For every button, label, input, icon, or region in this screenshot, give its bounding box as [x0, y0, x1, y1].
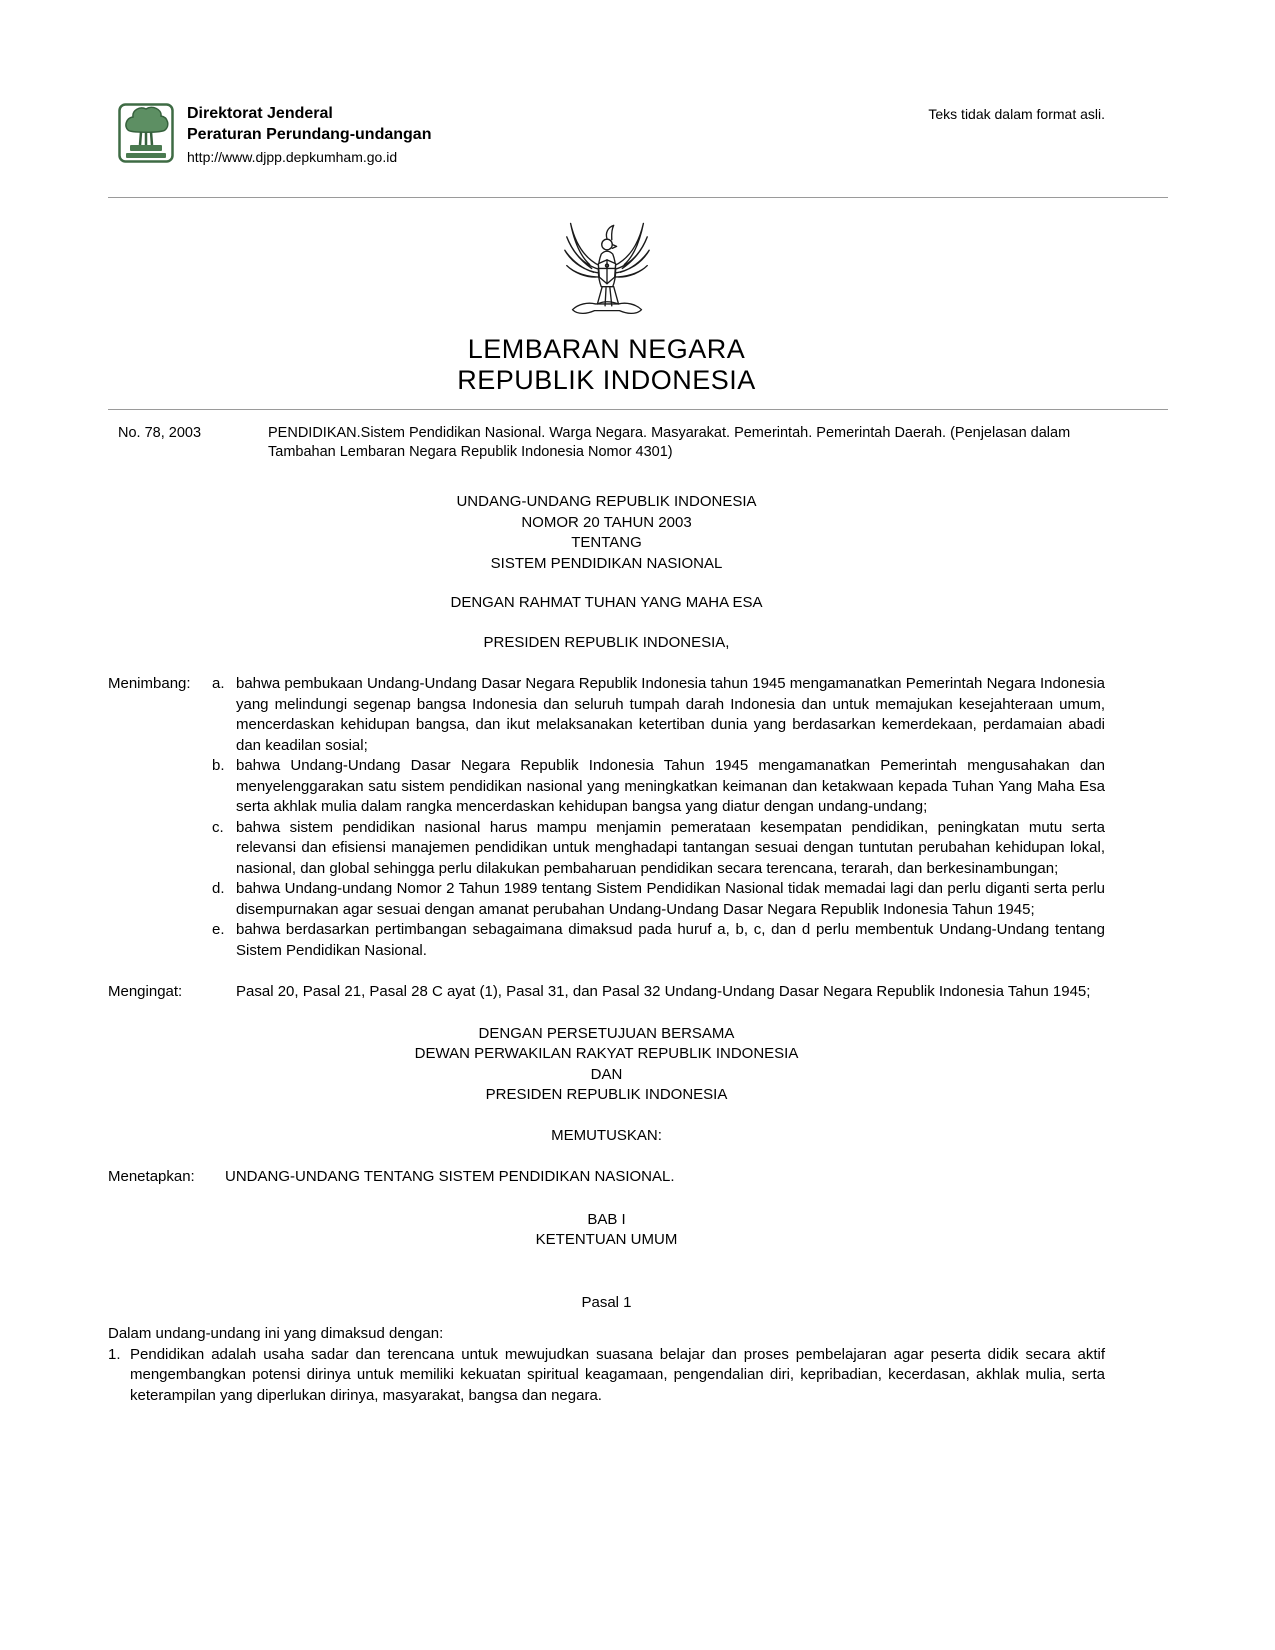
item-letter: b. — [212, 757, 225, 774]
law-title-line1: UNDANG-UNDANG REPUBLIK INDONESIA — [456, 493, 757, 510]
article-heading: Pasal 1 — [581, 1293, 632, 1311]
gazette-subject: PENDIDIKAN.Sistem Pendidikan Nasional. Warga Negara. Masyarakat. Pemerintah. Pemerintah Daerah. (Penjelasan dalam Tambahan Lembaran Negara Republik Indonesia Nomor 4301) — [268, 425, 1071, 460]
header-note: Teks tidak dalam format asli. — [928, 106, 1105, 122]
recalling-text: Pasal 20, Pasal 21, Pasal 28 C ayat (1), Pasal 31, dan Pasal 32 Undang-Undang Dasar Negara Republik Indonesia Tahun 1945; — [236, 983, 1091, 1000]
invocation-line: DENGAN RAHMAT TUHAN YANG MAHA ESA — [450, 594, 763, 611]
gazette-number: No. 78, 2003 — [118, 425, 202, 441]
page-header — [0, 103, 1275, 167]
garuda-emblem-icon — [559, 210, 655, 325]
law-title-line2: NOMOR 20 TAHUN 2003 — [521, 513, 692, 531]
gazette-title-line2: REPUBLIK INDONESIA — [457, 365, 756, 395]
recalling-block — [108, 982, 1105, 1003]
agreement-line1: DENGAN PERSETUJUAN BERSAMA — [478, 1024, 735, 1042]
org-name-line2: Peraturan Perundang-undangan — [187, 126, 432, 143]
divider-masthead — [108, 409, 1168, 410]
law-title-line3: TENTANG — [571, 534, 642, 551]
djpp-logo-icon — [118, 103, 174, 163]
chapter-heading — [108, 1210, 1105, 1251]
decision-heading: MEMUTUSKAN: — [551, 1126, 662, 1144]
considering-item — [212, 879, 1105, 920]
item-number: 1. — [108, 1345, 121, 1363]
enactment-block — [108, 1167, 1105, 1188]
article-intro: Dalam undang-undang ini yang dimaksud dengan: — [108, 1325, 444, 1342]
publisher-block — [118, 103, 431, 167]
document-body — [108, 424, 1105, 1406]
law-title-line4: SISTEM PENDIDIKAN NASIONAL — [490, 554, 723, 572]
law-title — [108, 492, 1105, 574]
gazette-entry — [108, 424, 1105, 462]
authority-line: PRESIDEN REPUBLIK INDONESIA, — [483, 633, 730, 651]
considering-item — [212, 756, 1105, 818]
item-text: bahwa Undang-Undang Dasar Negara Republik Indonesia Tahun 1945 mengamanatkan Pemerintah mengusahakan dan menyelenggarakan satu sistem pendidikan nasional yang meningkatkan keimanan dan ketakwaan kepada Tuhan Yang Maha Esa serta akhlak mulia dalam rangka mencerdaskan kehidupan bangsa yang diatur dengan undang-undang; — [236, 757, 1105, 815]
agreement-line3: DAN — [590, 1065, 623, 1083]
agreement-line2: DEWAN PERWAKILAN RAKYAT REPUBLIK INDONESIA — [414, 1045, 799, 1062]
item-letter: d. — [212, 880, 225, 897]
gazette-title — [108, 334, 1105, 396]
recalling-label: Mengingat: — [108, 983, 183, 1000]
considering-item — [212, 674, 1105, 756]
item-letter: c. — [212, 818, 224, 836]
considering-label: Menimbang: — [108, 675, 191, 692]
considering-block — [108, 674, 1105, 961]
divider-top — [108, 197, 1168, 198]
publisher-text — [187, 103, 431, 167]
org-url: http://www.djpp.depkumham.go.id — [187, 149, 398, 165]
masthead — [108, 210, 1105, 396]
item-text: bahwa Undang-undang Nomor 2 Tahun 1989 tentang Sistem Pendidikan Nasional tidak memadai lagi dan perlu diganti serta perlu disempurnakan agar sesuai dengan amanat perubahan Undang-Undang Dasar Negara Republik Indonesia Tahun 1945; — [236, 880, 1105, 918]
item-text: Pendidikan adalah usaha sadar dan terencana untuk mewujudkan suasana belajar dan proses pembelajaran agar peserta didik secara aktif mengembangkan potensi dirinya untuk memiliki kekuatan spiritual keagamaan, pengendalian diri, kepribadian, kecerdasan, akhlak mulia, serta keterampilan yang diperlukan dirinya, masyarakat, bangsa dan negara. — [130, 1345, 1105, 1404]
enactment-text: UNDANG-UNDANG TENTANG SISTEM PENDIDIKAN NASIONAL. — [225, 1168, 675, 1185]
item-letter: a. — [212, 675, 225, 692]
considering-item — [212, 920, 1105, 961]
recalling-items — [212, 982, 1105, 1003]
item-text: bahwa pembukaan Undang-Undang Dasar Negara Republik Indonesia tahun 1945 mengamanatkan Pemerintah Negara Indonesia yang melindungi segenap bangsa Indonesia dan seluruh tumpah darah Indonesia dan untuk memajukan kesejahteraan umum, mencerdaskan kehidupan bangsa, dan ikut melaksanakan ketertiban dunia yang berdasarkan kemerdekaan, perdamaian abadi dan keadilan sosial; — [236, 675, 1105, 754]
considering-item — [212, 818, 1105, 880]
agreement-block — [108, 1024, 1105, 1106]
item-letter: e. — [212, 921, 225, 938]
chapter-number: BAB I — [587, 1210, 626, 1228]
considering-items — [212, 674, 1105, 961]
definition-item — [108, 1345, 1105, 1407]
chapter-title: KETENTUAN UMUM — [535, 1231, 678, 1248]
org-name-line1: Direktorat Jenderal — [187, 105, 333, 122]
gazette-title-line1: LEMBARAN NEGARA — [467, 334, 746, 364]
item-text: bahwa sistem pendidikan nasional harus mampu menjamin pemerataan kesempatan pendidikan, peningkatan mutu serta relevansi dan efisiensi manajemen pendidikan untuk menghadapi tantangan sesuai dengan tuntutan perubahan kehidupan lokal, nasional, dan global sehingga perlu dilakukan pembaharuan pendidikan secara terencana, terarah, dan berkesinambungan; — [236, 818, 1105, 877]
item-text: bahwa berdasarkan pertimbangan sebagaimana dimaksud pada huruf a, b, c, dan d perlu membentuk Undang-Undang tentang Sistem Pendidikan Nasional. — [236, 921, 1105, 959]
agreement-line4: PRESIDEN REPUBLIK INDONESIA — [485, 1086, 728, 1103]
enactment-label: Menetapkan: — [108, 1168, 195, 1185]
